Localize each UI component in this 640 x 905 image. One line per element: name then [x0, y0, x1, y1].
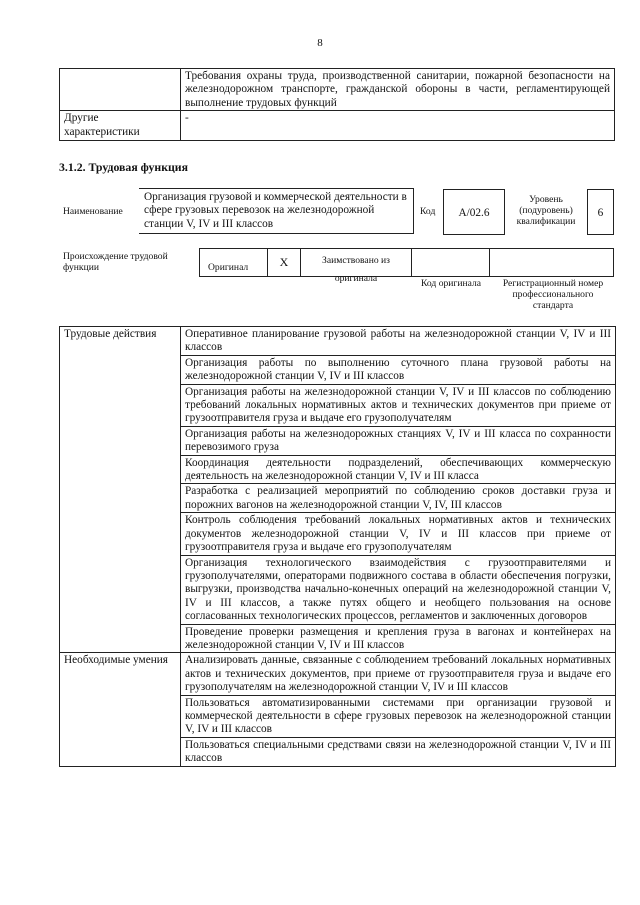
function-code: А/02.6: [458, 207, 490, 219]
section-item: Координация деятельности подразделений, обеспечивающих коммерческую деятельность на железнодорожной станции V, IV и III класса: [181, 455, 616, 484]
section-item: Оперативное планирование грузовой работы на железнодорожной станции V, IV и III классов: [181, 327, 616, 356]
section-item: Анализировать данные, связанные с соблюдением требований локальных нормативных актов и технических документов, при приеме от грузоотправителя груза и выдаче его грузополучателям на железнодорожной станции V, IV и III классов: [181, 653, 616, 695]
original-box: [199, 248, 267, 277]
section-label: Необходимые умения: [60, 653, 181, 766]
table-row: [60, 111, 615, 141]
function-name: Организация грузовой и коммерческой деятельности в сфере грузовых перевозок на железнодорожной станции V, IV и III классов: [144, 191, 407, 230]
section-title: 3.1.2. Трудовая функция: [59, 160, 188, 174]
section-item: Организация работы по выполнению суточного плана грузовой работы на железнодорожной станции V, IV и III классов: [181, 355, 616, 384]
section-label: Трудовые действия: [60, 327, 181, 653]
table-row: [60, 653, 616, 695]
page-number: 8: [317, 37, 323, 49]
qualification-level-label: Уровень (подуровень) квалификации: [516, 194, 576, 227]
requirements-cell: Требования охраны труда, производственной санитарии, пожарной безопасности на железнодорожном транспорте, гражданской обороны в части, регламентирующей выполнение трудовых функций: [181, 69, 615, 111]
qualification-level: 6: [597, 207, 604, 219]
section-item: Организация работы на железнодорожных станциях V, IV и III класса по сохранности перевозимого груза: [181, 426, 616, 455]
table-row: [60, 69, 615, 111]
original-code-box: [412, 248, 490, 277]
code-label: Код: [420, 206, 436, 217]
other-characteristics-value: -: [181, 111, 615, 141]
empty-cell: [60, 69, 181, 111]
section-item: Пользоваться автоматизированными системами при организации грузовой и коммерческой деятельности в сфере грузовых перевозок на железнодорожной станции V, IV и III классов: [181, 695, 616, 737]
registration-number-label: Регистрационный номер профессионального стандарта: [502, 278, 604, 311]
section-item: Контроль соблюдения требований локальных нормативных актов и технических документов железнодорожной станции V, IV и III классов при приеме от грузоотправителя груза и выдаче его грузополучателям: [181, 513, 616, 555]
function-code-box: [443, 189, 505, 235]
qualification-level-box: [587, 189, 614, 235]
characteristics-table: [59, 68, 615, 141]
name-label: Наименование: [63, 206, 123, 217]
original-code-label: Код оригинала: [420, 278, 482, 289]
borrowed-label: Заимствовано из оригинала: [322, 255, 390, 284]
section-item: Проведение проверки размещения и крепления груза в вагонах и контейнерах на железнодорожной станции V, IV и III классов: [181, 624, 616, 653]
section-item: Организация работы на железнодорожной станции V, IV и III классов по соблюдению требований локальных нормативных актов и технических документов при приеме от грузоотправителя груза и выдаче его грузополучателям: [181, 384, 616, 426]
origin-label: Происхождение трудовой функции: [63, 251, 168, 273]
borrowed-box: [301, 248, 412, 284]
other-characteristics-label: Другие характеристики: [60, 111, 181, 141]
original-label: Оригинал: [208, 262, 249, 273]
section-item: Пользоваться специальными средствами связи на железнодорожной станции V, IV и III классов: [181, 737, 616, 766]
actions-skills-table: [59, 326, 616, 767]
original-mark: X: [279, 255, 289, 269]
section-item: Организация технологического взаимодействия с грузоотправителями и грузополучателями, операторами подвижного состава в области обеспечения погрузки, выгрузки, производства начально-конечных операций на железнодорожной станции V, IV и III классов, а также путях общего и необщего пользования на основе согласованных технологических процессов, регламентов и заключенных договоров: [181, 555, 616, 624]
section-item: Разработка с реализацией мероприятий по соблюдению сроков доставки груза и порожних вагонов на железнодорожной станции V, IV, III классов: [181, 484, 616, 513]
original-mark-box: [267, 248, 301, 277]
table-row: [60, 327, 616, 356]
function-name-box: [139, 188, 414, 234]
registration-number-box: [490, 248, 614, 277]
